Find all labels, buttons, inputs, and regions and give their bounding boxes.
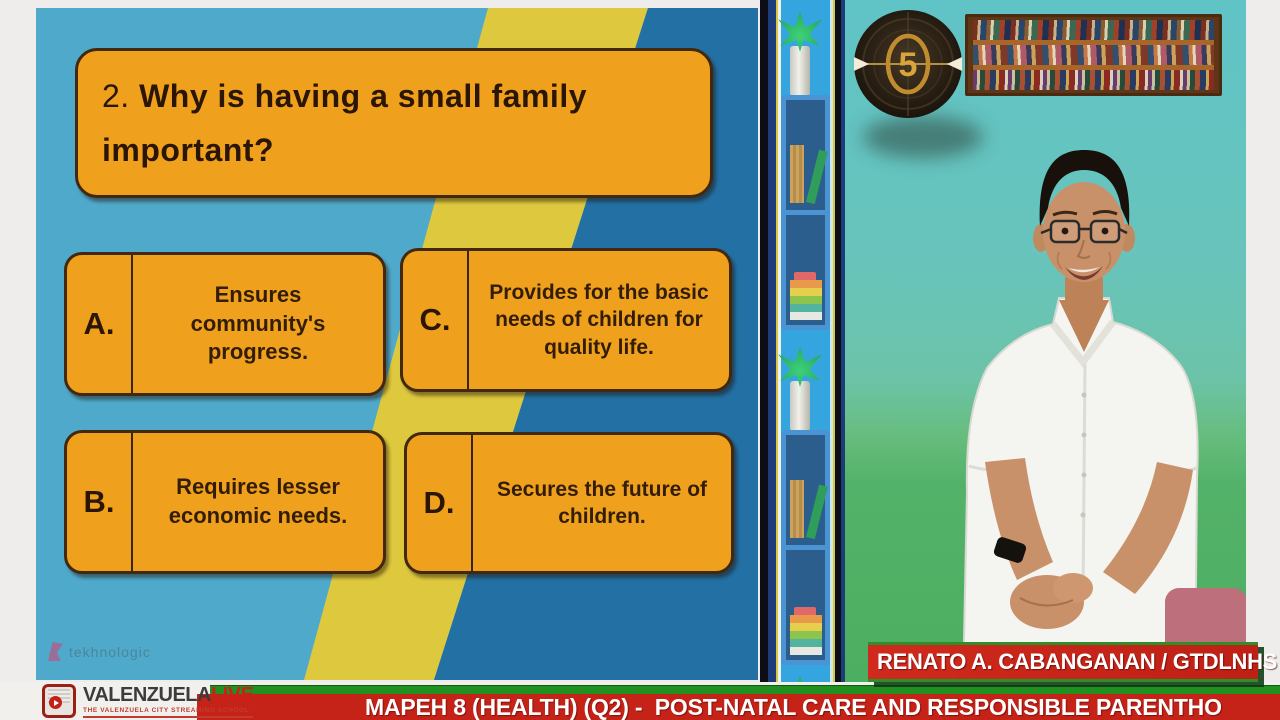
plant-pot (790, 46, 810, 96)
question-number: 2. (102, 78, 130, 114)
shelf-divider (786, 210, 825, 215)
option-a-letter: A. (67, 255, 133, 393)
tekhnologic-icon (48, 642, 63, 661)
book-icon (790, 480, 804, 538)
option-c-letter: C. (403, 251, 469, 389)
option-b-card (64, 430, 386, 574)
presenter-nameplate (868, 642, 1278, 682)
option-a-text: Ensures community's progress. (190, 282, 326, 365)
plant-pot (790, 381, 810, 431)
shelf-box (781, 430, 830, 665)
watermark-text: tekhnologic (69, 643, 151, 660)
presenter-name: RENATO A. CABANGANAN / GTDLNHS (877, 649, 1278, 674)
option-b-letter: B. (67, 433, 133, 571)
plant-icon (778, 12, 822, 52)
shelf-divider (786, 545, 825, 550)
watermark (48, 642, 151, 661)
book-icon (790, 145, 804, 203)
brand-live: LIVE (210, 684, 254, 706)
option-d-text: Secures the future of children. (496, 477, 708, 528)
channel-logo (42, 684, 253, 718)
tablet-play-icon (42, 684, 76, 718)
option-d-card (404, 432, 734, 574)
shelf-box (781, 95, 830, 330)
question-text: Why is having a small family important? (102, 78, 587, 169)
timer-value: 5 (898, 46, 918, 84)
brand-name: VALENZUELA (83, 684, 211, 706)
bookshelf-strip (760, 0, 845, 690)
option-c-text: Provides for the basic needs of children for quality life. (489, 281, 709, 359)
quiz-slide (36, 8, 758, 680)
rainbow-stack-icon (790, 607, 822, 655)
presenter-person (845, 0, 1246, 690)
lesson-ticker (197, 694, 1280, 720)
brand-tagline: THE VALENZUELA CITY STREAMING SCHOOL (83, 707, 253, 718)
ticker-text: MAPEH 8 (HEALTH) (Q2) - POST-NATAL CARE AND RESPONSIBLE PARENTHO (365, 694, 1222, 720)
book-icon (806, 150, 828, 205)
eye (1062, 228, 1069, 235)
question-box (75, 48, 713, 198)
option-d-letter: D. (407, 435, 473, 571)
rainbow-stack-icon (790, 272, 822, 320)
eye (1102, 228, 1109, 235)
option-c-card (400, 248, 732, 392)
book-icon (806, 485, 828, 540)
plant-icon (778, 347, 822, 387)
option-b-text: Requires lesser economic needs. (168, 474, 348, 528)
presenter-stage (845, 0, 1246, 690)
option-a-card (64, 252, 386, 396)
